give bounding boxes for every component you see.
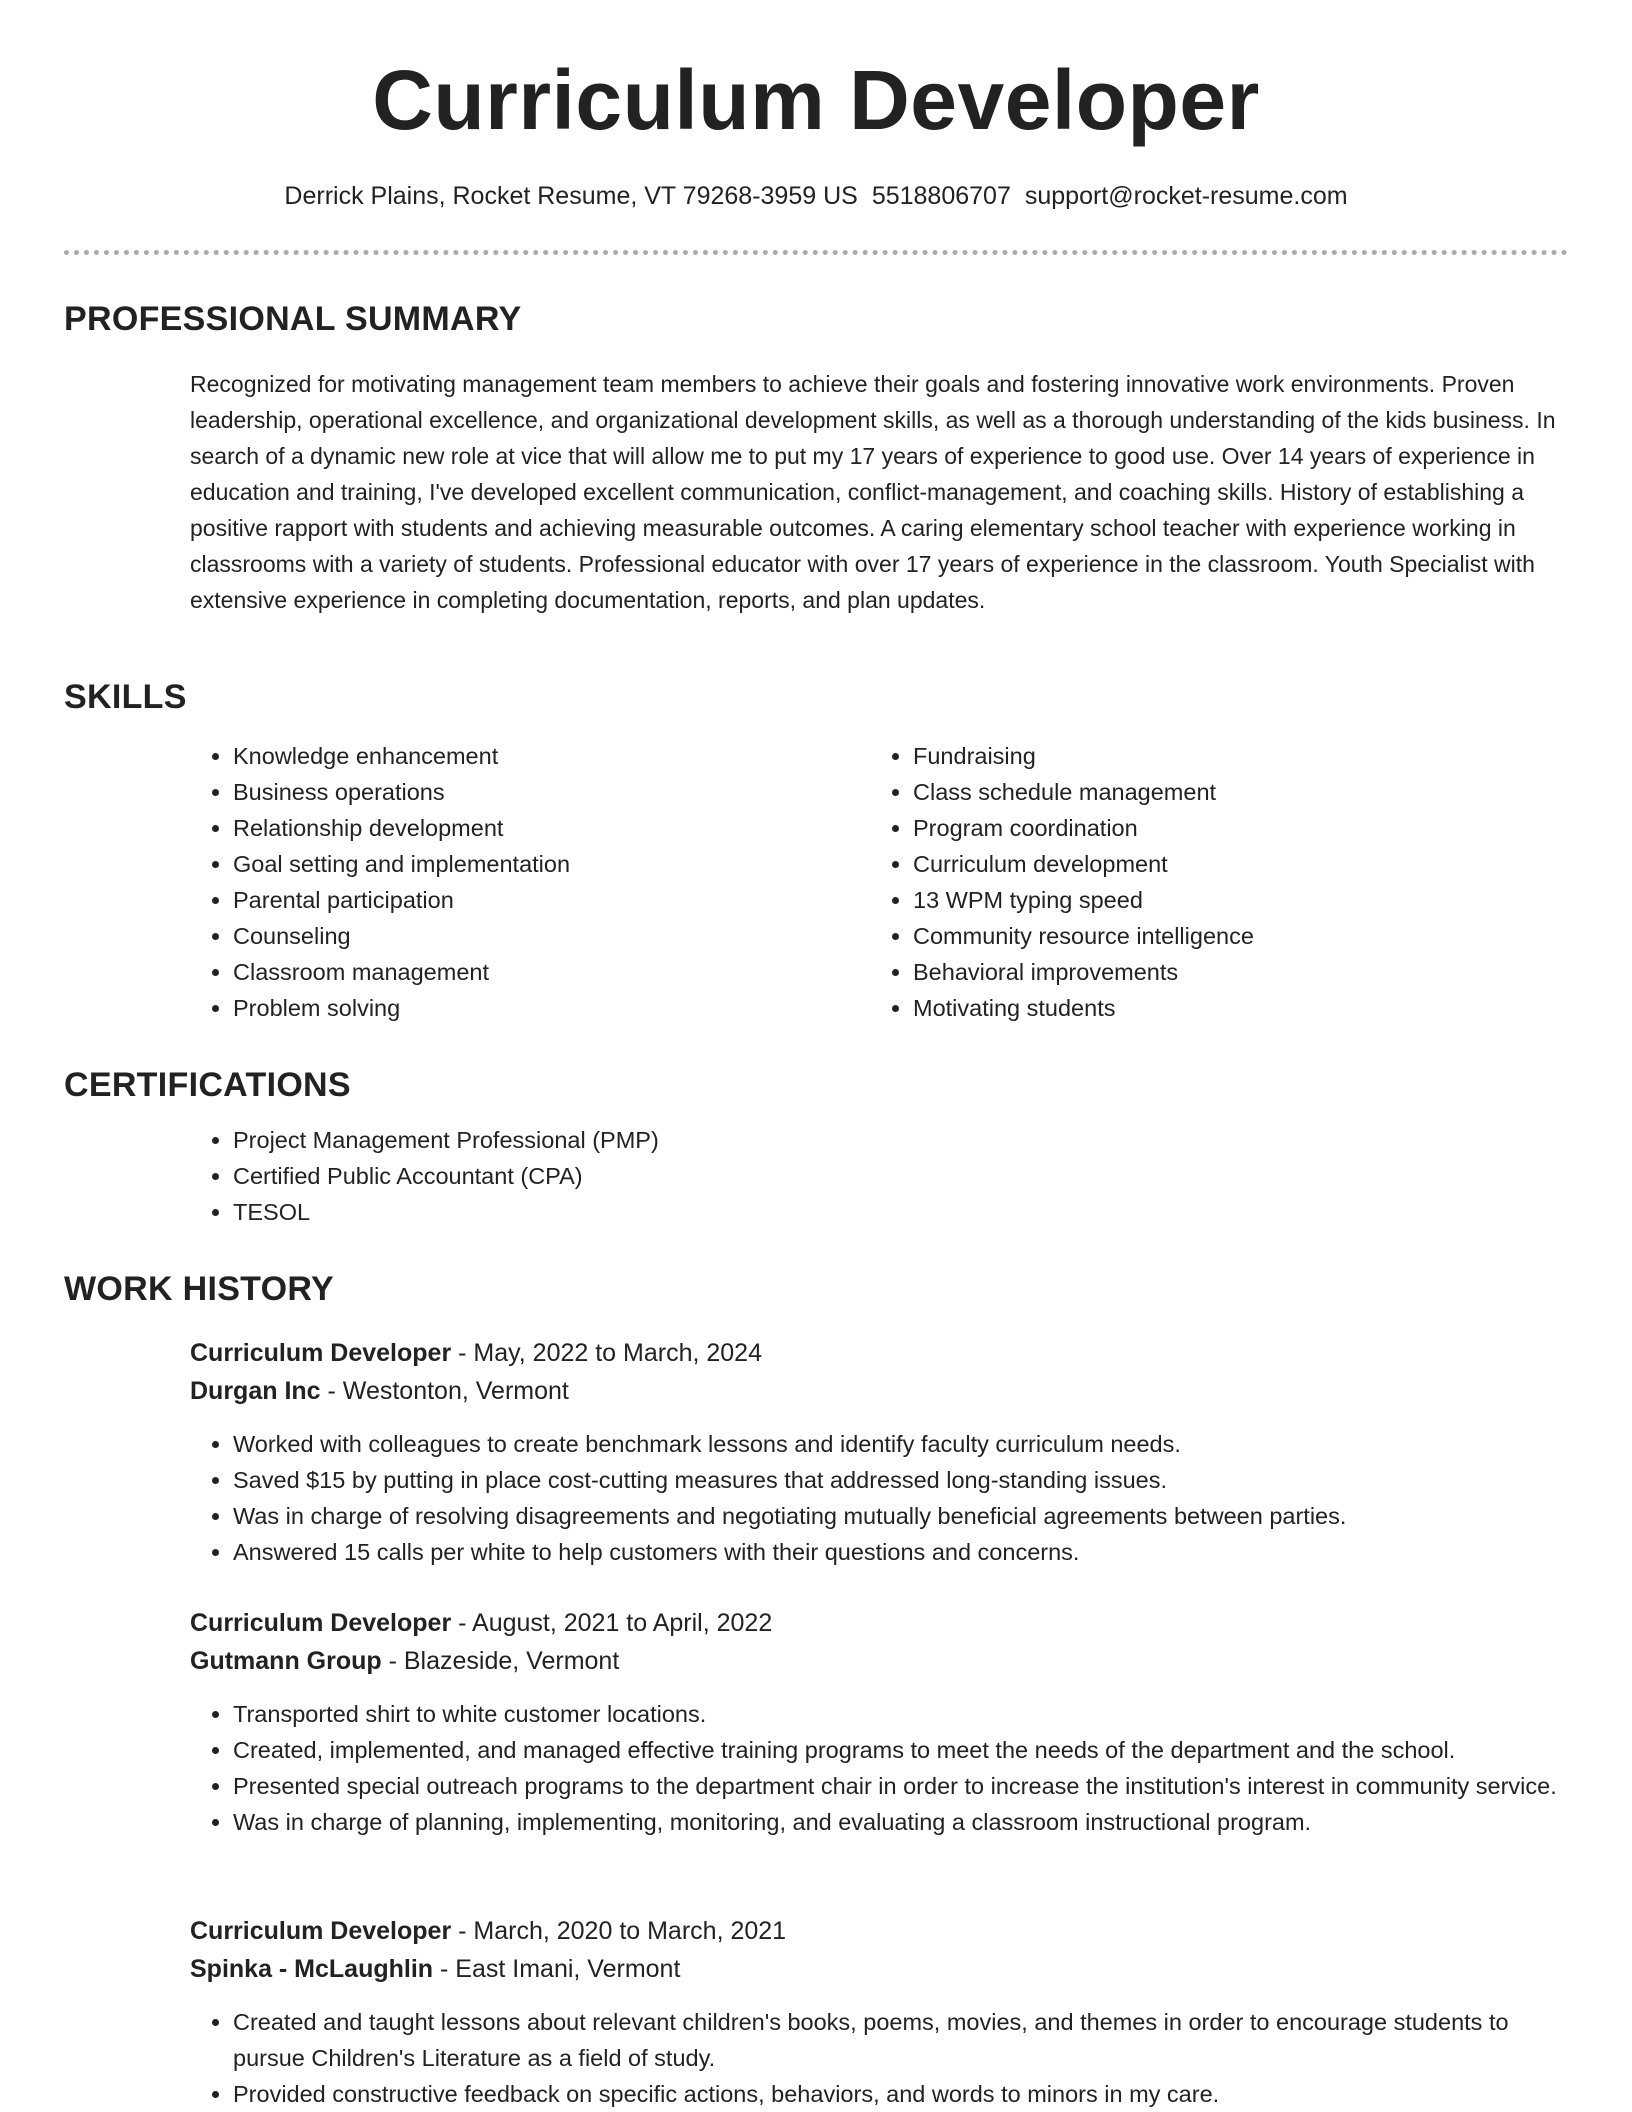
skill-item: • Knowledge enhancement	[233, 738, 873, 774]
job-bullet: • Was in charge of resolving disagreements and negotiating mutually beneficial agreements between parties.	[233, 1498, 1570, 1534]
job-entry	[190, 1604, 1570, 1840]
job-bullets	[190, 1696, 1570, 1840]
certification-item: • Project Management Professional (PMP)	[233, 1122, 1533, 1158]
resume-name: Curriculum Developer	[372, 53, 1260, 147]
job-bullets	[190, 1426, 1570, 1570]
job-entry	[190, 1334, 1570, 1570]
job-bullet: • Was in charge of planning, implementing, monitoring, and evaluating a classroom instructional program.	[233, 1804, 1570, 1840]
job-bullet: • Answered 15 calls per white to help customers with their questions and concerns.	[233, 1534, 1570, 1570]
skills-heading: SKILLS	[64, 678, 187, 716]
skill-item: • Counseling	[233, 918, 873, 954]
job-company: Spinka - McLaughlin	[190, 1955, 434, 1983]
job-title-line	[190, 1334, 1570, 1372]
skills-list-right	[870, 738, 1553, 1026]
certification-item: • Certified Public Accountant (CPA)	[233, 1158, 1533, 1194]
contact-phone: 5518806707	[871, 182, 1011, 210]
job-company-line	[190, 1372, 1570, 1410]
job-dates: - August, 2021 to April, 2022	[451, 1609, 773, 1637]
job-company: Durgan Inc	[190, 1377, 321, 1405]
job-bullet: • Worked with colleagues to create benchmark lessons and identify faculty curriculum needs.	[233, 1426, 1570, 1462]
job-bullet: • Created and taught lessons about relevant children's books, poems, movies, and themes in order to encourage students to pursue Children's Literature as a field of study.	[233, 2004, 1570, 2076]
job-bullets	[190, 2004, 1570, 2112]
certifications-list	[190, 1122, 1533, 1230]
job-location: - East Imani, Vermont	[433, 1955, 681, 1983]
skill-item: • Community resource intelligence	[913, 918, 1553, 954]
job-dates: - May, 2022 to March, 2024	[451, 1339, 762, 1367]
skill-item: • Class schedule management	[913, 774, 1553, 810]
job-bullet: • Provided constructive feedback on specific actions, behaviors, and words to minors in my care.	[233, 2076, 1570, 2112]
contact-address: Derrick Plains, Rocket Resume, VT 79268-3959 US	[284, 182, 858, 210]
job-title-line	[190, 1912, 1570, 1950]
job-title-line	[190, 1604, 1570, 1642]
skill-item: • Curriculum development	[913, 846, 1553, 882]
job-role: Curriculum Developer	[190, 1609, 452, 1637]
skills-list-left	[190, 738, 873, 1026]
certification-item: • TESOL	[233, 1194, 1533, 1230]
job-role: Curriculum Developer	[190, 1917, 452, 1945]
skill-item: • Goal setting and implementation	[233, 846, 873, 882]
contact-email: support@rocket-resume.com	[1024, 182, 1348, 210]
skill-item: • 13 WPM typing speed	[913, 882, 1553, 918]
job-location: - Westonton, Vermont	[320, 1377, 569, 1405]
job-bullet: • Presented special outreach programs to the department chair in order to increase the institution's interest in community service.	[233, 1768, 1570, 1804]
job-bullet: • Saved $15 by putting in place cost-cutting measures that addressed long-standing issues.	[233, 1462, 1570, 1498]
job-company-line	[190, 1950, 1570, 1988]
skill-item: • Classroom management	[233, 954, 873, 990]
summary-text: Recognized for motivating management team members to achieve their goals and fostering innovative work environments. Proven leadership, operational excellence, and organizational development skills, as well as a thorough understanding of the kids business. In search of a dynamic new role at vice that will allow me to put my 17 years of experience to good use. Over 14 years of experience in education and training, I've developed excellent communication, conflict-management, and coaching skills. History of establishing a positive rapport with students and achieving measurable outcomes. A caring elementary school teacher with experience working in classrooms with a variety of students. Professional educator with over 17 years of experience in the classroom. Youth Specialist with extensive experience in completing documentation, reports, and plan updates.	[190, 371, 1556, 613]
job-entry	[190, 1912, 1570, 2112]
skill-item: • Business operations	[233, 774, 873, 810]
work-history-heading: WORK HISTORY	[64, 1270, 334, 1308]
contact-line	[0, 184, 1632, 209]
job-dates: - March, 2020 to March, 2021	[451, 1917, 787, 1945]
skill-item: • Fundraising	[913, 738, 1553, 774]
header-divider	[64, 250, 1568, 255]
skill-item: • Relationship development	[233, 810, 873, 846]
skill-item: • Motivating students	[913, 990, 1553, 1026]
job-company-line	[190, 1642, 1570, 1680]
summary-heading: PROFESSIONAL SUMMARY	[64, 300, 522, 338]
job-company: Gutmann Group	[190, 1647, 382, 1675]
job-role: Curriculum Developer	[190, 1339, 452, 1367]
skill-item: • Program coordination	[913, 810, 1553, 846]
skill-item: • Behavioral improvements	[913, 954, 1553, 990]
job-location: - Blazeside, Vermont	[381, 1647, 620, 1675]
skill-item: • Parental participation	[233, 882, 873, 918]
skill-item: • Problem solving	[233, 990, 873, 1026]
job-bullet: • Created, implemented, and managed effective training programs to meet the needs of the department and the school.	[233, 1732, 1570, 1768]
certifications-heading: CERTIFICATIONS	[64, 1066, 351, 1104]
job-bullet: • Transported shirt to white customer locations.	[233, 1696, 1570, 1732]
